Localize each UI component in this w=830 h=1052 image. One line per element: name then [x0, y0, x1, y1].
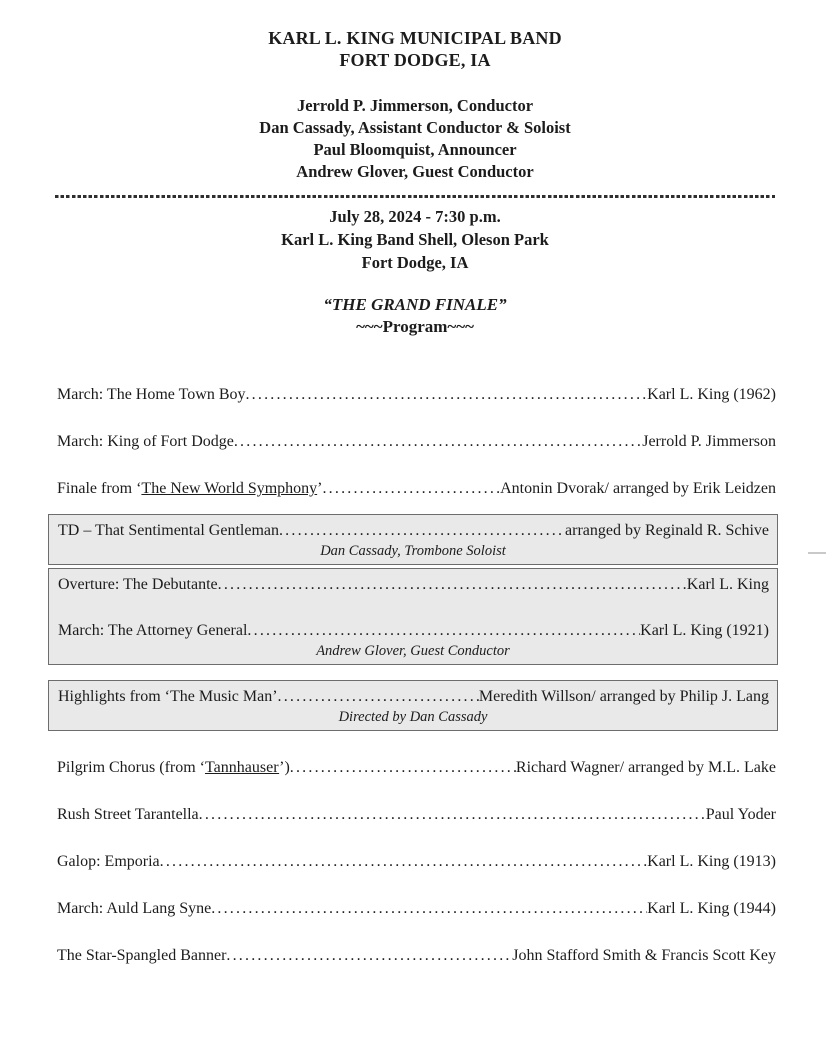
program-item: [56, 620, 770, 641]
staff-assistant-conductor: Dan Cassady, Assistant Conductor & Soloist: [259, 118, 571, 137]
piece-credit: John Stafford Smith & Francis Scott Key: [512, 947, 776, 964]
program-item: [48, 851, 778, 872]
show-title: “THE GRAND FINALE”: [323, 295, 507, 314]
program-item: [56, 520, 770, 541]
dot-leader: [247, 620, 640, 641]
piece-credit: Karl L. King (1921): [640, 622, 769, 639]
dot-leader: [234, 431, 642, 452]
piece-credit: Antonin Dvorak/ arranged by Erik Leidzen: [500, 480, 776, 497]
piece-title: Rush Street Tarantella: [57, 806, 199, 823]
event-block: [0, 205, 830, 274]
event-city: Fort Dodge, IA: [361, 253, 469, 272]
program-subtitle: ~~~Program~~~: [356, 317, 474, 336]
piece-title: March: Auld Lang Syne: [57, 900, 212, 917]
spacer: [48, 745, 778, 757]
dot-leader: [211, 898, 647, 919]
program-item: [56, 574, 770, 595]
piece-title: [57, 478, 322, 499]
piece-credit: Jerrold P. Jimmerson: [642, 433, 776, 450]
piece-credit: Richard Wagner/ arranged by M.L. Lake: [515, 759, 776, 776]
piece-credit: arranged by Reginald R. Schive: [565, 522, 769, 539]
title-part: Finale from ‘: [57, 480, 142, 497]
title-part: ’): [279, 759, 290, 776]
dashed-divider: [55, 195, 775, 198]
dot-leader: [218, 574, 687, 595]
event-venue: Karl L. King Band Shell, Oleson Park: [281, 230, 549, 249]
dot-leader: [279, 520, 565, 541]
program-item: [48, 757, 778, 778]
band-name: KARL L. KING MUNICIPAL BAND: [268, 28, 562, 48]
performance-note: Dan Cassady, Trombone Soloist: [320, 543, 506, 559]
piece-credit: Karl L. King: [686, 576, 769, 593]
piece-title: Galop: Emporia: [57, 853, 160, 870]
boxed-program-group: [48, 568, 778, 665]
piece-title: TD – That Sentimental Gentleman: [58, 522, 279, 539]
staff-guest-conductor: Andrew Glover, Guest Conductor: [296, 162, 534, 181]
show-title-block: [0, 294, 830, 338]
title-part: Pilgrim Chorus (from ‘: [57, 759, 205, 776]
boxed-program-group: [48, 514, 778, 565]
boxed-program-group: [48, 680, 778, 731]
title-part-underlined: Tannhauser: [205, 759, 280, 776]
dot-leader: [278, 686, 479, 707]
dot-leader: [245, 384, 647, 405]
piece-credit: Karl L. King (1962): [647, 386, 776, 403]
program-item: [48, 431, 778, 452]
performance-note: Directed by Dan Cassady: [338, 709, 488, 725]
piece-credit: Meredith Willson/ arranged by Philip J. Lang: [478, 688, 769, 705]
dot-leader: [226, 945, 512, 966]
piece-credit: Karl L. King (1913): [647, 853, 776, 870]
dot-leader: [290, 757, 516, 778]
dot-leader: [322, 478, 500, 499]
piece-title: Overture: The Debutante: [58, 576, 218, 593]
piece-title: March: King of Fort Dodge: [57, 433, 234, 450]
piece-title: The Star-Spangled Banner: [57, 947, 227, 964]
dot-leader: [160, 851, 648, 872]
piece-title: March: The Home Town Boy: [57, 386, 246, 403]
staff-announcer: Paul Bloomquist, Announcer: [313, 140, 517, 159]
margin-mark: [808, 552, 826, 554]
program-item: [48, 384, 778, 405]
program-item: [48, 478, 778, 499]
band-city: FORT DODGE, IA: [339, 50, 491, 70]
dot-leader: [199, 804, 706, 825]
program-item: [48, 898, 778, 919]
piece-title: Highlights from ‘The Music Man’: [58, 688, 278, 705]
staff-block: [0, 95, 830, 183]
piece-title: March: The Attorney General: [58, 622, 248, 639]
event-datetime: July 28, 2024 - 7:30 p.m.: [329, 207, 501, 226]
staff-conductor: Jerrold P. Jimmerson, Conductor: [296, 96, 534, 115]
piece-title: [57, 757, 290, 778]
program-item: [48, 804, 778, 825]
program-item: [48, 945, 778, 966]
program-item: [56, 686, 770, 707]
program-list: [48, 384, 778, 966]
title-part: ’: [317, 480, 323, 497]
piece-credit: Paul Yoder: [705, 806, 776, 823]
piece-credit: Karl L. King (1944): [647, 900, 776, 917]
title-part-underlined: The New World Symphony: [141, 480, 318, 497]
performance-note: Andrew Glover, Guest Conductor: [316, 643, 510, 659]
